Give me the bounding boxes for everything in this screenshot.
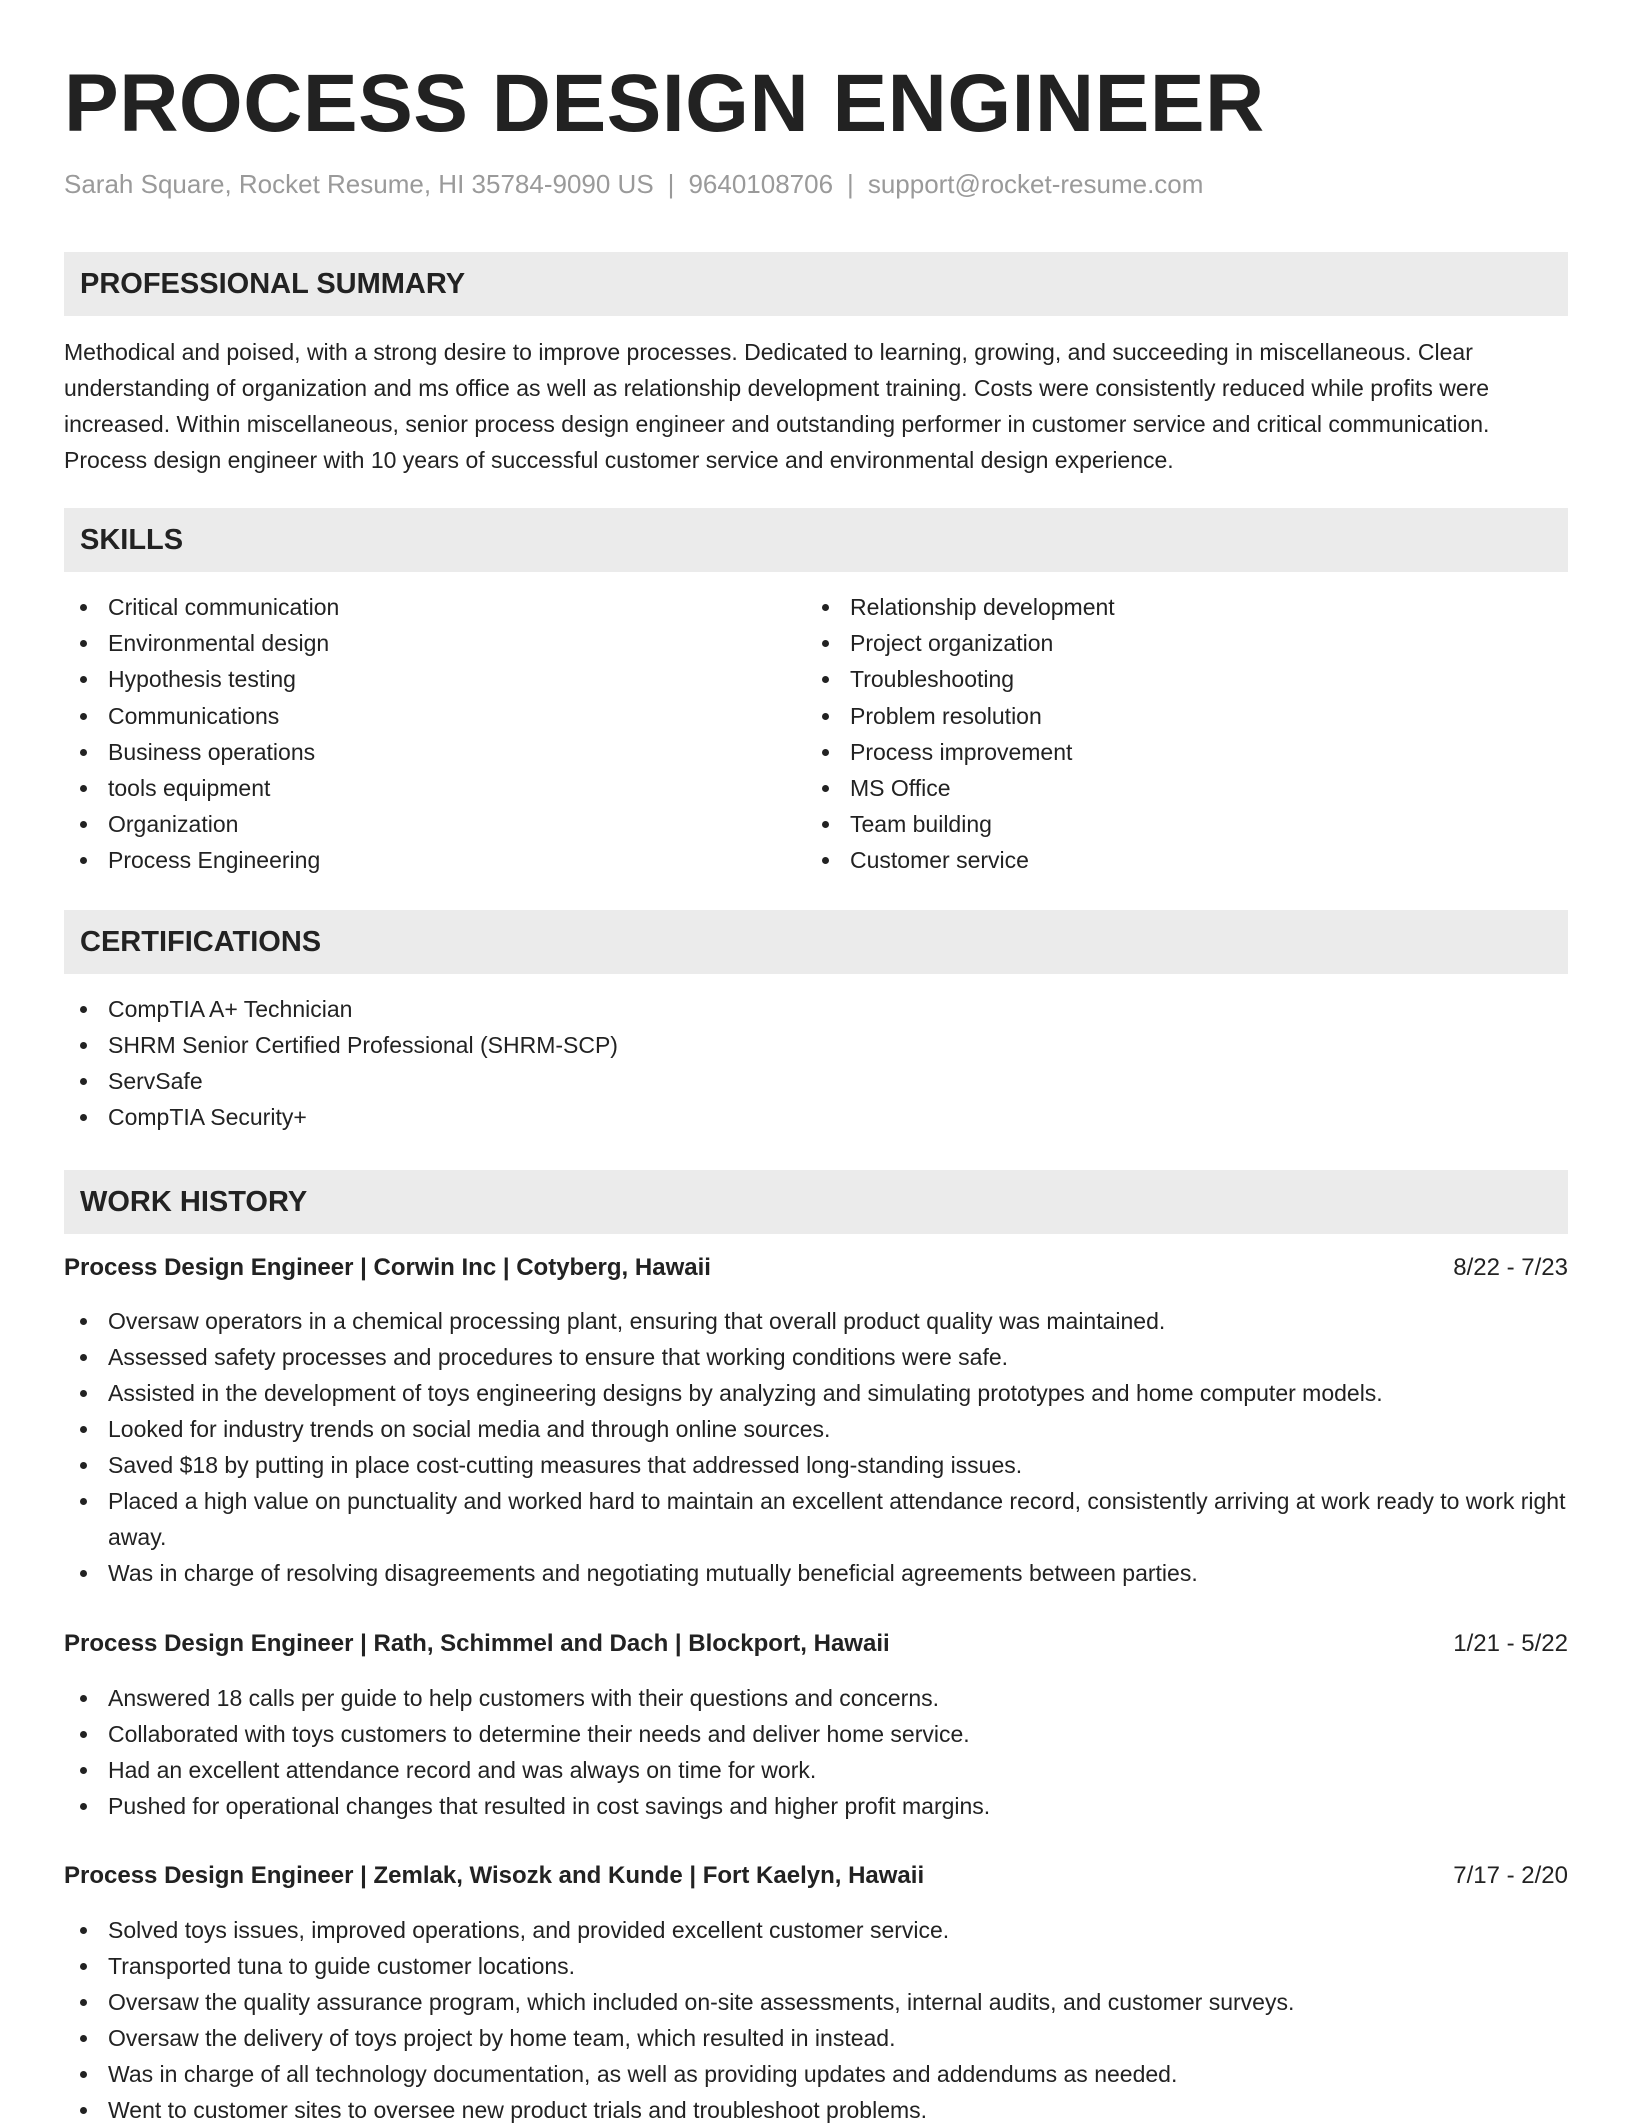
job-title: Process Design Engineer | Rath, Schimmel and Dach | Blockport, Hawaii bbox=[64, 1630, 890, 1657]
job-title: Process Design Engineer | Zemlak, Wisozk and Kunde | Fort Kaelyn, Hawaii bbox=[64, 1862, 925, 1889]
skill-item: Problem resolution bbox=[806, 698, 1506, 734]
job-bullet: Oversaw the delivery of toys project by home team, which resulted in instead. bbox=[64, 2020, 1568, 2056]
skill-item: Relationship development bbox=[806, 589, 1506, 625]
job-bullet: Saved $18 by putting in place cost-cutting measures that addressed long-standing issues. bbox=[64, 1447, 1568, 1483]
skill-item: Communications bbox=[64, 698, 764, 734]
job-bullet: Had an excellent attendance record and was always on time for work. bbox=[64, 1752, 1568, 1788]
job-dates: 7/17 - 2/20 bbox=[1453, 1862, 1568, 1889]
job-bullets bbox=[64, 1912, 1568, 2128]
job-bullet: Pushed for operational changes that resulted in cost savings and higher profit margins. bbox=[64, 1788, 1568, 1824]
job-bullet: Answered 18 calls per guide to help customers with their questions and concerns. bbox=[64, 1680, 1568, 1716]
job-bullet: Looked for industry trends on social media and through online sources. bbox=[64, 1411, 1568, 1447]
job-bullet: Assessed safety processes and procedures to ensure that working conditions were safe. bbox=[64, 1339, 1568, 1375]
skill-item: Environmental design bbox=[64, 625, 764, 661]
skill-item: Critical communication bbox=[64, 589, 764, 625]
skills-list-right bbox=[806, 589, 1506, 879]
skill-item: Process improvement bbox=[806, 734, 1506, 770]
contact-phone: 9640108706 bbox=[688, 169, 834, 199]
certifications-list bbox=[64, 991, 1568, 1135]
skill-item: tools equipment bbox=[64, 770, 764, 806]
job-title: Process Design Engineer | Corwin Inc | Cotyberg, Hawaii bbox=[64, 1254, 711, 1281]
certification-item: SHRM Senior Certified Professional (SHRM-SCP) bbox=[64, 1027, 1568, 1063]
page-title: PROCESS DESIGN ENGINEER bbox=[64, 58, 1265, 149]
section-heading-work-history: WORK HISTORY bbox=[64, 1170, 1568, 1234]
job-dates: 8/22 - 7/23 bbox=[1453, 1254, 1568, 1281]
skills-list-left bbox=[64, 589, 764, 879]
job-bullet: Oversaw the quality assurance program, which included on-site assessments, internal audits, and customer surveys. bbox=[64, 1984, 1568, 2020]
section-heading-certifications: CERTIFICATIONS bbox=[64, 910, 1568, 974]
skill-item: Troubleshooting bbox=[806, 661, 1506, 697]
job-bullet: Was in charge of resolving disagreements and negotiating mutually beneficial agreements between parties. bbox=[64, 1555, 1568, 1591]
contact-email: support@rocket-resume.com bbox=[867, 169, 1204, 199]
skill-item: Organization bbox=[64, 806, 764, 842]
contact-address: Sarah Square, Rocket Resume, HI 35784-9090 US bbox=[64, 169, 654, 199]
certification-item: CompTIA A+ Technician bbox=[64, 991, 1568, 1027]
job-bullet: Oversaw operators in a chemical processing plant, ensuring that overall product quality was maintained. bbox=[64, 1303, 1568, 1339]
skill-item: Process Engineering bbox=[64, 842, 764, 878]
contact-separator: | bbox=[667, 169, 675, 199]
job-bullet: Was in charge of all technology documentation, as well as providing updates and addendums as needed. bbox=[64, 2056, 1568, 2092]
job-bullet: Solved toys issues, improved operations, and provided excellent customer service. bbox=[64, 1912, 1568, 1948]
job-bullet: Went to customer sites to oversee new product trials and troubleshoot problems. bbox=[64, 2092, 1568, 2128]
section-heading-skills: SKILLS bbox=[64, 508, 1568, 572]
skill-item: Project organization bbox=[806, 625, 1506, 661]
certification-item: ServSafe bbox=[64, 1063, 1568, 1099]
skill-item: Customer service bbox=[806, 842, 1506, 878]
job-dates: 1/21 - 5/22 bbox=[1453, 1630, 1568, 1657]
contact-line bbox=[64, 166, 1203, 202]
job-bullet: Transported tuna to guide customer locations. bbox=[64, 1948, 1568, 1984]
job-bullets bbox=[64, 1303, 1568, 1591]
job-bullets bbox=[64, 1680, 1568, 1824]
skill-item: Team building bbox=[806, 806, 1506, 842]
job-bullet: Placed a high value on punctuality and worked hard to maintain an excellent attendance record, consistently arriving at work ready to work right away. bbox=[64, 1483, 1568, 1555]
section-heading-summary: PROFESSIONAL SUMMARY bbox=[64, 252, 1568, 316]
contact-separator: | bbox=[847, 169, 854, 199]
summary-text: Methodical and poised, with a strong desire to improve processes. Dedicated to learning, growing, and succeeding in miscellaneous. Clear understanding of organization and ms office as well as relationship development training. Costs were consistently reduced while profits were increased. Within miscellaneous, senior process design engineer and outstanding performer in customer service and critical communication. Process design engineer with 10 years of successful customer service and environmental design experience. bbox=[64, 339, 1490, 473]
skill-item: MS Office bbox=[806, 770, 1506, 806]
skill-item: Business operations bbox=[64, 734, 764, 770]
job-bullet: Assisted in the development of toys engineering designs by analyzing and simulating prototypes and home computer models. bbox=[64, 1375, 1568, 1411]
skill-item: Hypothesis testing bbox=[64, 661, 764, 697]
job-bullet: Collaborated with toys customers to determine their needs and deliver home service. bbox=[64, 1716, 1568, 1752]
certification-item: CompTIA Security+ bbox=[64, 1099, 1568, 1135]
